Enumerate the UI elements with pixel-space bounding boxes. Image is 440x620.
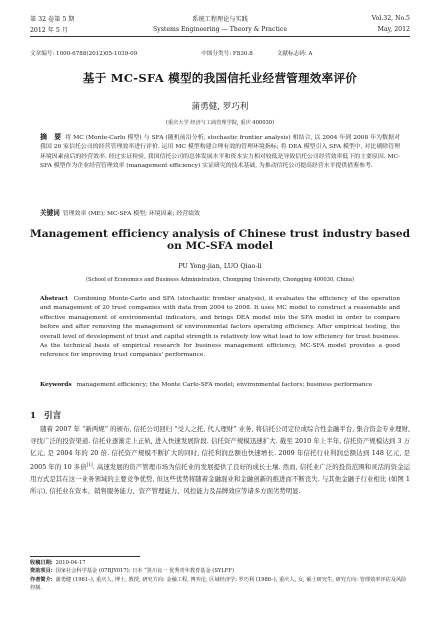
volume-en: Vol.32, No.5 bbox=[371, 15, 410, 22]
article-meta bbox=[30, 49, 410, 57]
footnote-author bbox=[30, 576, 410, 593]
funding-label: 资助项目: bbox=[30, 568, 53, 575]
keywords-cn bbox=[40, 207, 400, 217]
keywords-cn-label: 关键词 bbox=[40, 209, 60, 217]
section-heading bbox=[30, 409, 69, 421]
keywords-cn-text: 管理效率 (ME); MC-SFA 模型; 环境因素; 经营绩效 bbox=[62, 211, 200, 217]
volume-cn: 第 32 卷第 5 期 bbox=[30, 16, 75, 23]
document-code: 文献标志码: A bbox=[276, 51, 313, 57]
clc-number: 中图分类号: F830.8 bbox=[201, 51, 253, 57]
section-title: 引言 bbox=[43, 411, 62, 421]
header-rule bbox=[30, 36, 410, 37]
title-en: Management efficiency analysis of Chinese trust industry based on MC-SFA model bbox=[30, 228, 410, 253]
footnotes bbox=[30, 559, 410, 593]
section-number: 1 bbox=[30, 411, 36, 421]
intro-text-b: . 高速发展的资产管理市场为信托业的发展提供了良好的成长土壤. 然而, 信托业广泛的投资范围和灵活的资金运用方式是其在这一业务领域的主要竞争优势, 但这些优势将随着金融混业和金融创新的推进而不断丧失. 与其他金融子行业相比 (如图 1 所示), 信托业在资本、销售服务能力、资产管理能力、风控能力及品牌效应等诸多方面劣势明显. bbox=[30, 463, 410, 496]
footnote-rule bbox=[30, 556, 140, 557]
abstract-en bbox=[40, 294, 400, 361]
date-cn: 2012 年 5 月 bbox=[30, 27, 68, 34]
received-label: 收稿日期: bbox=[30, 560, 53, 566]
affiliation-cn: (重庆大学 经济与工商管理学院, 重庆 400030) bbox=[165, 120, 275, 126]
footnote-received bbox=[30, 559, 410, 567]
abstract-cn-text: 将 MC (Monte-Carlo 模型) 与 SFA (随机前沿分析, stochastic frontier analysis) 相结合, 以 2004 年到 2008 年为数据对我国 20 家信托公司的经营管理效率进行评价. 运用 MC 模型构建合理有效的管理环境指标; 将 DEA 模型引入 SFA 模型中, 对比剔除管理环境因素前后的经营效率. 经过实证检验, 我国信托公司的总体发展水平和资本实力相对较低是导致信托公司经营效率低下的主要原因. MC-SFA 模型作为企业经营管理效率 (management efficiency) 实证研究的技术基础, 为推动信托公司提高经营水平提供借鉴参考. bbox=[40, 135, 400, 170]
journal-title-en: Systems Engineering — Theory & Practice bbox=[152, 26, 288, 33]
authors-en: PU Yong-jian, LUO Qiao-li bbox=[178, 262, 262, 270]
abstract-en-label: Abstract bbox=[40, 295, 68, 302]
author-label: 作者简介: bbox=[30, 576, 53, 583]
keywords-en-text: management efficiency; the Monte Carlo-SFA model; environmental factors; business performance bbox=[76, 382, 373, 388]
affiliation-en: (School of Economics and Business Administration, Chongqing University, Chongqing 400030, China) bbox=[86, 277, 354, 283]
received-date: 2010-04-17 bbox=[55, 560, 86, 566]
funding-text: 国家社会科学基金 (07BJY017); 日本 “笹川良一 优秀青年教育基金 (SYLFF) bbox=[55, 568, 234, 575]
intro-text-a: 随着 2007 年 “新两规” 的颁布, 信托公司回归 “受人之托, 代人理财” 业务, 将信托公司定位成综合性金融平台, 集合资金专业理财, 寻找广泛的投资渠道. 信托业逐渐走上正轨, 进入快速发展阶段. 信托资产规模迅速扩大. 截至 2010 年上半年, 信托资产规模达到 3 万亿元, 是 2004 年的 20 倍. 信托资产规模不断扩大的同时, 信托利润总额也快速增长. 2009 年信托行业利润总额达到 148 亿元, 是 2005 年的 10 多倍 bbox=[30, 425, 410, 472]
date-en: May, 2012 bbox=[377, 26, 410, 33]
citation-ref: [1] bbox=[86, 462, 93, 468]
author-text: 蒲勇健 (1961–), 重庆人, 博士, 教授, 研究方向: 金融工程, 博弈论, 区域经济学; 罗巧利 (1986–), 重庆人, 女, 硕士研究生, 研究方向: 管理效率评估及风险控制. bbox=[30, 576, 407, 592]
journal-header-row-2 bbox=[30, 25, 410, 34]
abstract-en-text: Combining Monte-Carlo and SFA (stochastic frontier analysis), it evaluates the efficiency of the operation and management of 20 trust companies with data from 2004 to 2008. It uses MC model to construct a reasonable and effective management of environmental indicators, and brings DEA model into the SFA model in order to compare before and after removing the management of environmental factors operating efficiency. After empirical testing, the overall level of development of trust and capital strength is relatively low what lead to low efficiency for trust business. As the technical basis of empirical research for business management efficiency, MC-SFA model provides a good reference for improving trust companies' performance. bbox=[40, 296, 400, 359]
title-cn: 基于 MC-SFA 模型的我国信托业经营管理效率评价 bbox=[82, 71, 358, 85]
journal-header-row-1 bbox=[30, 14, 410, 23]
keywords-en bbox=[40, 380, 400, 390]
footnote-funding bbox=[30, 567, 410, 575]
keywords-en-label: Keywords bbox=[40, 381, 72, 388]
intro-paragraph bbox=[30, 424, 410, 498]
abstract-cn-label: 摘 要 bbox=[40, 132, 62, 141]
authors-cn: 蒲勇健, 罗巧利 bbox=[191, 102, 249, 112]
journal-title-cn: 系统工程理论与实践 bbox=[192, 16, 248, 23]
abstract-cn bbox=[40, 132, 400, 172]
article-id: 文章编号: 1000-6788(2012)05-1039-09 bbox=[30, 51, 138, 57]
